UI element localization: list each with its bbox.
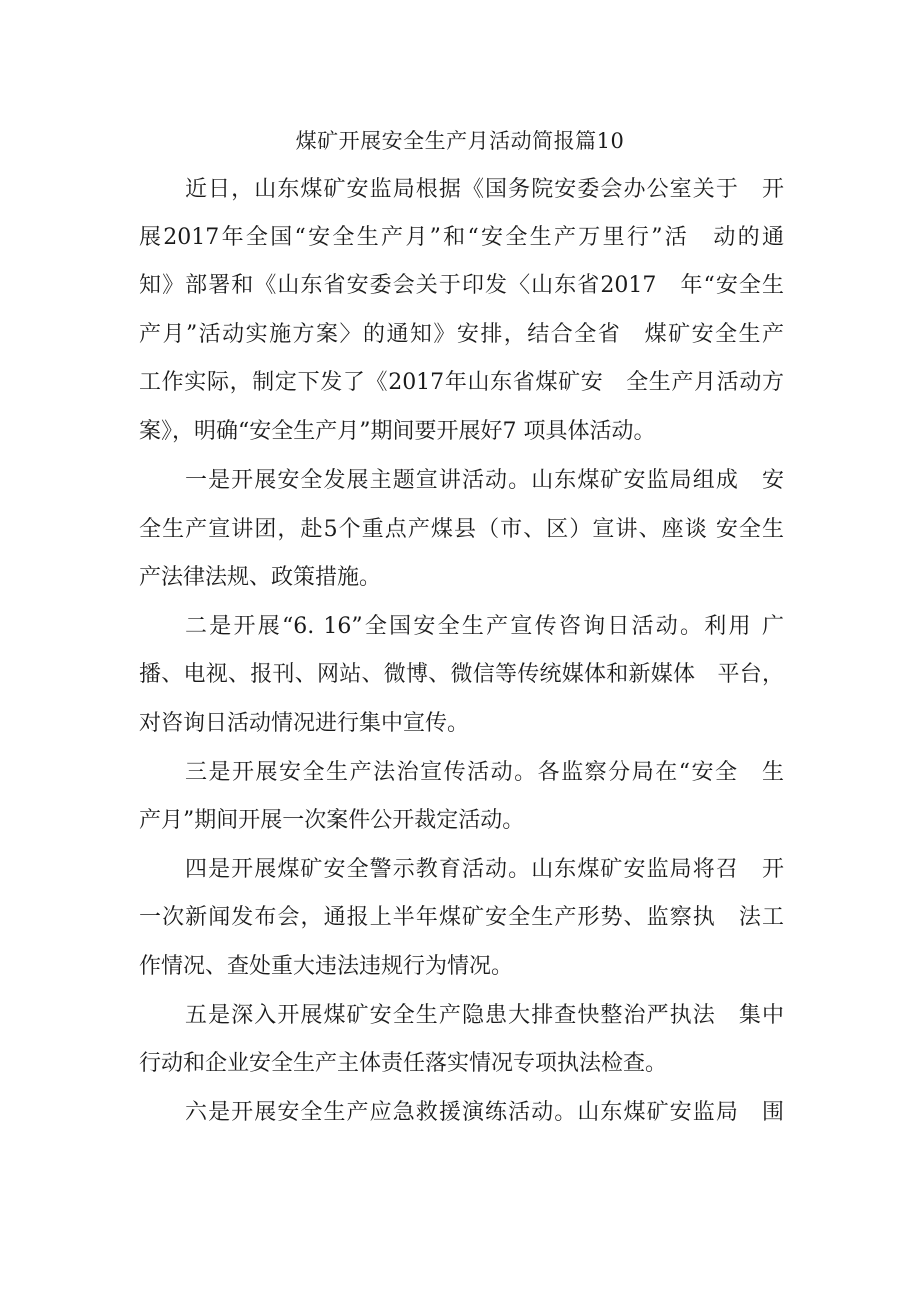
paragraph-line: 案》，明确“安全生产月”期间要开展好7 项具体活动。 — [139, 419, 656, 444]
paragraph-line: 三是开展安全生产法治宣传活动。各监察分局在“安全 生 — [185, 760, 784, 785]
document-title: 煤矿开展安全生产月活动简报篇10 — [295, 129, 625, 153]
paragraph-line: 六是开展安全生产应急救援演练活动。山东煤矿安监局 围 — [185, 1100, 784, 1125]
paragraph-line: 知》部署和《山东省安委会关于印发〈山东省2017 年“安全生 — [139, 273, 784, 298]
paragraph-line: 全生产宣讲团，赴5个重点产煤县（市、区）宣讲、座谈 安全生 — [139, 517, 784, 542]
paragraph-line: 对咨询日活动情况进行集中宣传。 — [139, 711, 470, 736]
paragraph-line: 一次新闻发布会，通报上半年煤矿安全生产形势、监察执 法工 — [139, 905, 784, 930]
paragraph-line: 产月”期间开展一次案件公开裁定活动。 — [139, 808, 525, 833]
paragraph-line: 四是开展煤矿安全警示教育活动。山东煤矿安监局将召 开 — [185, 857, 784, 882]
paragraph-line: 一是开展安全发展主题宣讲活动。山东煤矿安监局组成 安 — [185, 468, 784, 493]
paragraph-line: 行动和企业安全生产主体责任落实情况专项执法检查。 — [139, 1051, 668, 1076]
paragraph-line: 产法律法规、政策措施。 — [139, 565, 382, 590]
paragraph-line: 近日，山东煤矿安监局根据《国务院安委会办公室关于 开 — [185, 177, 784, 202]
paragraph-line: 播、电视、报刊、网站、微博、微信等传统媒体和新媒体 平台， — [139, 662, 784, 687]
paragraph-line: 五是深入开展煤矿安全生产隐患大排查快整治严执法 集中 — [185, 1003, 784, 1028]
paragraph-line: 产月”活动实施方案〉的通知》安排，结合全省 煤矿安全生产 — [139, 322, 784, 347]
paragraph-line: 展2017年全国“安全生产月”和“安全生产万里行”活 动的通 — [139, 225, 784, 250]
paragraph-line: 二是开展“6. 16”全国安全生产宣传咨询日活动。利用 广 — [185, 614, 784, 639]
paragraph-line: 工作实际，制定下发了《2017年山东省煤矿安 全生产月活动方 — [139, 370, 784, 395]
paragraph-line: 作情况、查处重大违法违规行为情况。 — [139, 954, 514, 979]
